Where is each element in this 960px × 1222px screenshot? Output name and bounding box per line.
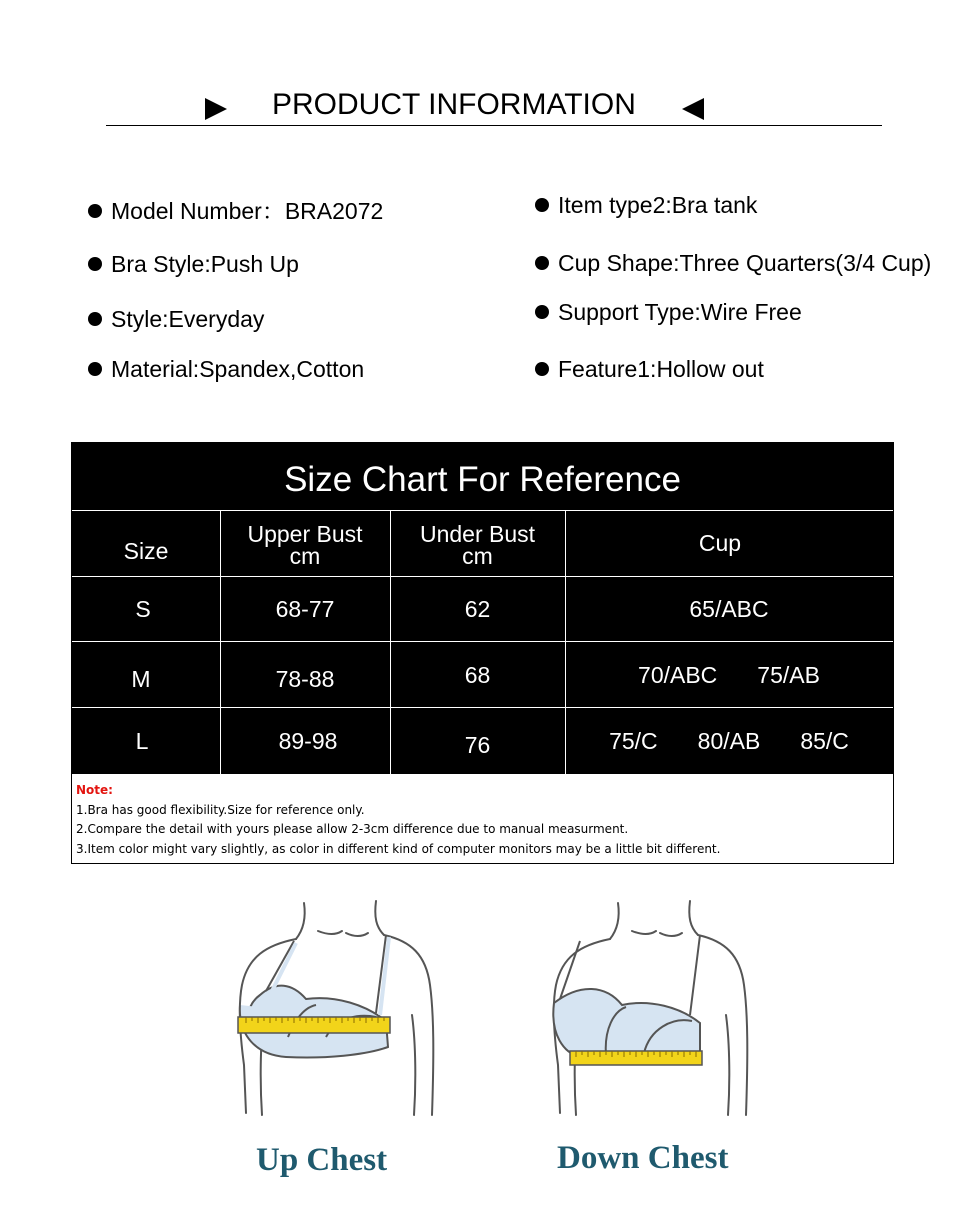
note-title: Note: <box>76 783 113 797</box>
product-info-header <box>0 85 960 129</box>
cup-value: 70/ABC <box>638 661 718 688</box>
bullet-icon <box>88 312 102 326</box>
spec-support-type <box>535 299 802 326</box>
header-upper-bust-unit: cm <box>289 543 321 569</box>
down-chest-caption: Down Chest <box>557 1140 729 1176</box>
triangle-left-icon <box>682 98 704 120</box>
bullet-icon <box>88 204 102 218</box>
note-line: 3.Item color might vary slightly, as color in different kind of computer monitors may be a little bit different. <box>76 841 721 856</box>
size-chart-title: Size Chart For Reference <box>72 443 893 510</box>
size-chart-grid <box>72 510 893 774</box>
spec-model-number <box>88 193 383 226</box>
spec-text: Style:Everyday <box>111 306 265 332</box>
up-chest-illustration <box>226 895 446 1125</box>
cell-under-bust: 68 <box>464 661 491 688</box>
spec-text: Material:Spandex,Cotton <box>111 356 365 382</box>
spec-style <box>88 306 264 333</box>
bullet-icon <box>535 256 549 270</box>
up-chest-caption: Up Chest <box>256 1142 388 1178</box>
note-line: 1.Bra has good flexibility.Size for reference only. <box>76 802 365 817</box>
bullet-icon <box>88 257 102 271</box>
cup-value: 75/AB <box>757 661 820 688</box>
cell-upper-bust: 78-88 <box>275 665 335 692</box>
cell-upper-bust: 89-98 <box>278 727 338 754</box>
cell-size: M <box>131 665 151 692</box>
header-divider <box>106 125 882 126</box>
cup-value: 85/C <box>800 727 849 754</box>
size-chart-table <box>71 442 894 864</box>
header-cup: Cup <box>698 529 742 556</box>
cell-upper-bust: 68-77 <box>275 595 335 622</box>
bullet-icon <box>535 198 549 212</box>
cup-value: 80/AB <box>697 727 761 754</box>
cup-value: 75/C <box>609 727 658 754</box>
spec-item-type <box>535 192 757 219</box>
header-under-bust <box>390 512 565 578</box>
page-title: PRODUCT INFORMATION <box>272 88 636 121</box>
spec-text: Cup Shape:Three Quarters(3/4 Cup) <box>558 250 932 276</box>
cell-under-bust: 76 <box>464 731 491 758</box>
header-upper-bust <box>220 512 390 578</box>
cell-size: S <box>135 595 151 622</box>
spec-text: Bra Style:Push Up <box>111 251 299 277</box>
spec-text: Model Number：BRA2072 <box>111 198 384 224</box>
cell-under-bust: 62 <box>464 595 491 622</box>
header-size: Size <box>123 537 169 564</box>
header-under-bust-unit: cm <box>462 543 493 569</box>
cell-cup <box>565 576 893 642</box>
note-line: 2.Compare the detail with yours please allow 2-3cm difference due to manual measurment. <box>76 822 629 836</box>
cell-cup <box>565 708 893 774</box>
spec-text: Support Type:Wire Free <box>558 299 802 325</box>
cell-size: L <box>135 727 149 754</box>
spec-feature <box>535 356 764 383</box>
spec-cup-shape <box>535 250 931 277</box>
cell-cup <box>565 642 893 708</box>
spec-text: Feature1:Hollow out <box>558 356 764 382</box>
header-under-bust-label: Under Bust <box>419 521 536 547</box>
cup-value: 65/ABC <box>689 595 769 622</box>
spec-text: Item type2:Bra tank <box>558 192 758 218</box>
down-chest-illustration <box>540 895 760 1125</box>
spec-material <box>88 356 364 383</box>
bullet-icon <box>535 362 549 376</box>
size-notes <box>76 781 720 859</box>
bullet-icon <box>535 305 549 319</box>
triangle-right-icon <box>205 98 227 120</box>
header-upper-bust-label: Upper Bust <box>247 521 363 547</box>
bullet-icon <box>88 362 102 376</box>
spec-bra-style <box>88 251 299 278</box>
